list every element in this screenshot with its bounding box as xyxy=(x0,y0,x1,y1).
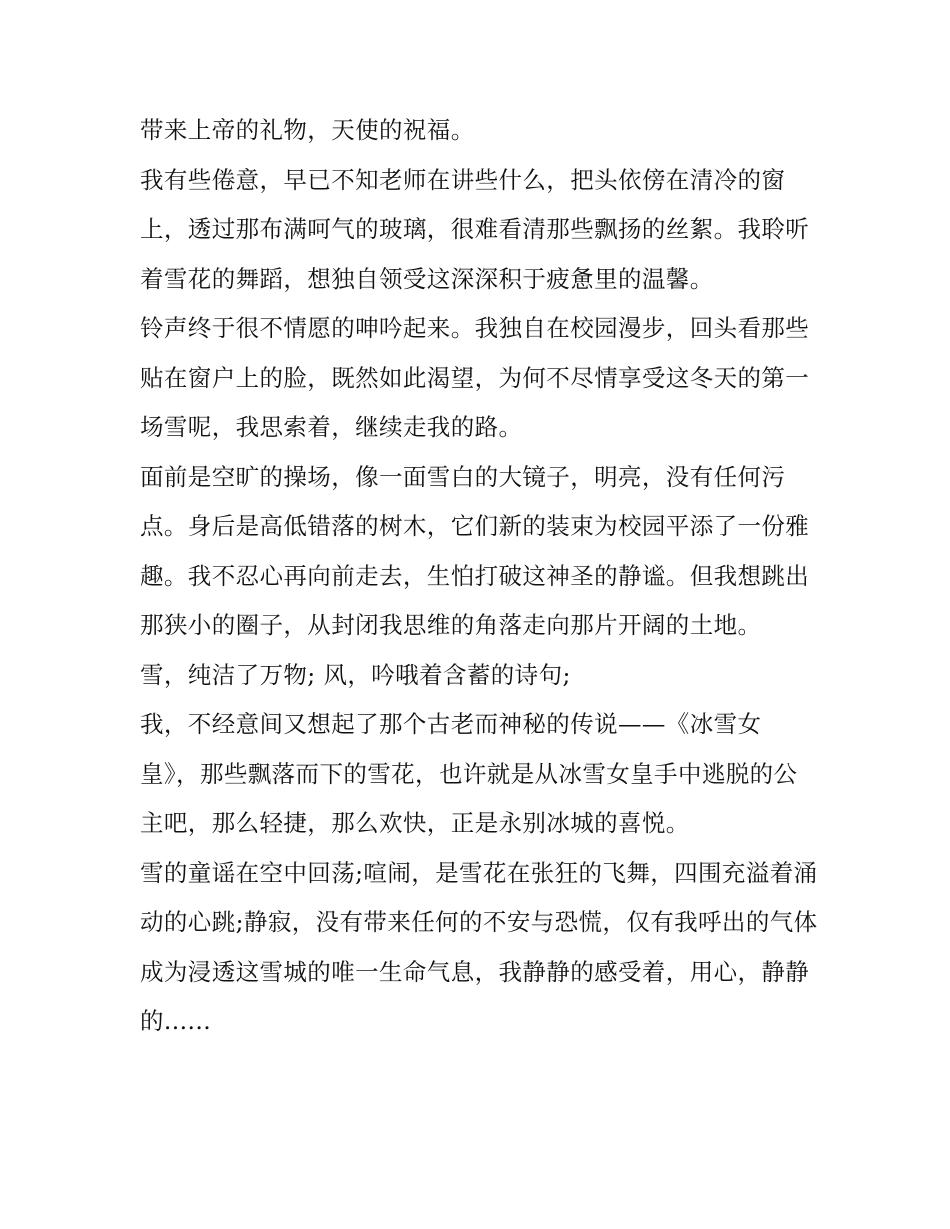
paragraph-5: 雪，纯洁了万物; 风，吟哦着含蓄的诗句; xyxy=(140,660,571,689)
paragraph-4: 面前是空旷的操场，像一面雪白的大镜子，明亮，没有任何污点。身后是高低错落的树木，它们新的装束为校园平添了一份雅趣。我不忍心再向前走去，生怕打破这神圣的静谧。但我想跳出那狭小的圈子，从封闭我思维的角落走向那片开阔的土地。 xyxy=(140,462,810,639)
paragraph-6: 我，不经意间又想起了那个古老而神秘的传说——《冰雪女皇》，那些飘落而下的雪花，也许就是从冰雪女皇手中逃脱的公主吧，那么轻捷，那么欢快，正是永别冰城的喜悦。 xyxy=(140,710,798,837)
paragraph-7: 雪的童谣在空中回荡;喧闹，是雪花在张狂的飞舞，四围充溢着涌动的心跳;静寂，没有带来任何的不安与恐慌，仅有我呼出的气体成为浸透这雪城的唯一生命气息，我静静的感受着，用心，静静的...... xyxy=(140,858,818,1035)
paragraph-3: 铃声终于很不情愿的呻吟起来。我独自在校园漫步，回头看那些贴在窗户上的脸，既然如此渴望，为何不尽情享受这冬天的第一场雪呢，我思索着，继续走我的路。 xyxy=(140,314,810,441)
document-body xyxy=(140,106,820,1047)
paragraph-2: 我有些倦意，早已不知老师在讲些什么，把头依傍在清冷的窗上，透过那布满呵气的玻璃，很难看清那些飘扬的丝絮。我聆听着雪花的舞蹈，想独自领受这深深积于疲惫里的温馨。 xyxy=(140,165,810,293)
paragraph-1: 带来上帝的礼物，天使的祝福。 xyxy=(140,116,475,144)
